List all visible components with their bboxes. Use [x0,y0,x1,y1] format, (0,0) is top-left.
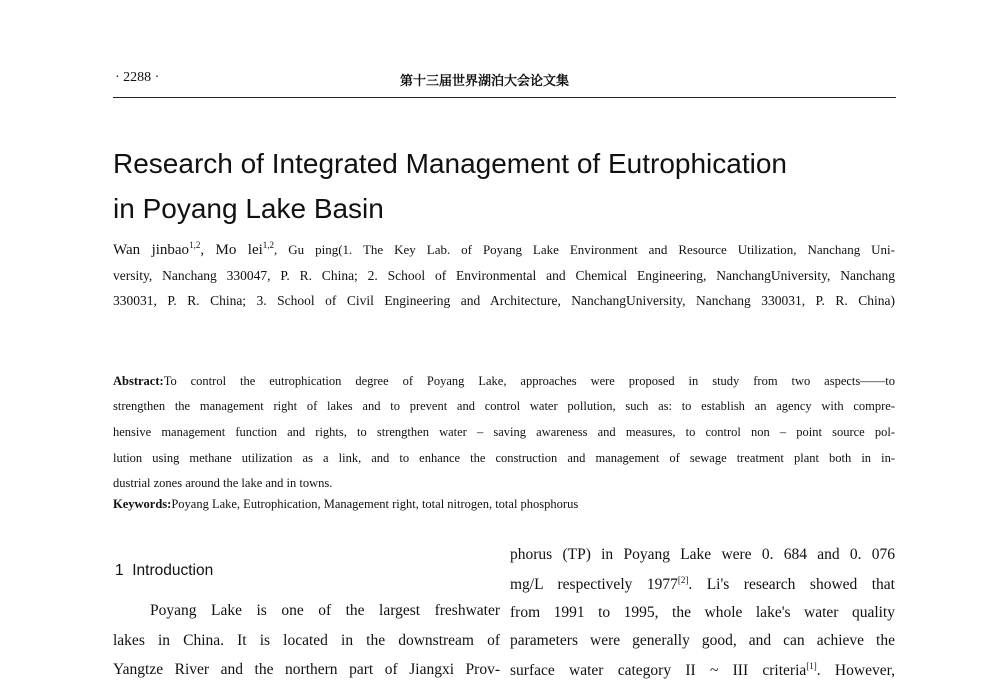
abstract-line-4: lution using methane utilization as a link, and to enhance the construction and management of sewage treatment plant both in in- [113,451,895,465]
body-left-line-3: Yangtze River and the northern part of Jiangxi Prov- [113,661,500,678]
abstract-line-2: strengthen the management right of lakes and to prevent and control water pollution, such as: to establish an agency with compre- [113,399,895,413]
text: . However, [816,662,895,680]
paper-title-line-1: Research of Integrated Management of Eutrophication [113,148,787,179]
authors-line-1 [113,240,895,259]
author-affiliation: , Gu ping(1. The Key Lab. of Poyang Lake Environment and Resource Utilization, Nanchang Uni- [274,242,895,257]
authors-line-3: 330031, P. R. China; 3. School of Civil Engineering and Architecture, NanchangUniversity, Nanchang 330031, P. R. China) [113,293,895,308]
affiliation-mark: 1,2 [189,240,201,250]
body-right-line-1: phorus (TP) in Poyang Lake were 0. 684 and 0. 076 [510,546,895,563]
affiliation-mark: 1,2 [262,240,275,250]
text: . Li's research showed that [688,576,895,594]
body-left-line-1: Poyang Lake is one of the largest freshwater [150,602,500,619]
keywords-line [113,497,895,512]
journal-header: 第十三届世界湖泊大会论文集 [400,74,570,89]
authors-line-2: versity, Nanchang 330047, P. R. China; 2. School of Environmental and Chemical Engineering, NanchangUniversity, Nanchang [113,268,895,283]
abstract-label: Abstract: [113,374,164,388]
body-right-line-5 [510,661,895,680]
abstract-line-3: hensive management function and rights, to strengthen water – saving awareness and measures, to control non – point source pol- [113,425,895,439]
paper-title-line-2: in Poyang Lake Basin [113,193,384,224]
keywords-text: Poyang Lake, Eutrophication, Management right, total nitrogen, total phosphorus [171,497,579,511]
header-rule [113,97,896,98]
abstract-line-1 [113,374,895,389]
body-right-line-4: parameters were generally good, and can achieve the [510,632,895,649]
section-heading [115,562,213,580]
citation: [1] [806,661,817,671]
abstract-line-5: dustrial zones around the lake and in towns. [113,476,333,490]
page-number: · 2288 · [115,70,160,85]
section-title: Introduction [132,562,214,579]
body-right-line-2 [510,575,895,594]
section-number: 1 [115,562,124,579]
abstract-text: To control the eutrophication degree of Poyang Lake, approaches were proposed in study from two aspects——to [163,374,895,388]
citation: [2] [677,575,689,585]
text: surface water category II ~ III criteria [510,662,807,680]
author: , Mo lei [200,242,263,258]
body-right-line-3: from 1991 to 1995, the whole lake's water quality [510,604,895,621]
author: Wan jinbao [113,242,190,258]
keywords-label: Keywords: [113,497,172,511]
text: mg/L respectively 1977 [510,576,678,594]
body-left-line-2: lakes in China. It is located in the downstream of [113,632,500,649]
